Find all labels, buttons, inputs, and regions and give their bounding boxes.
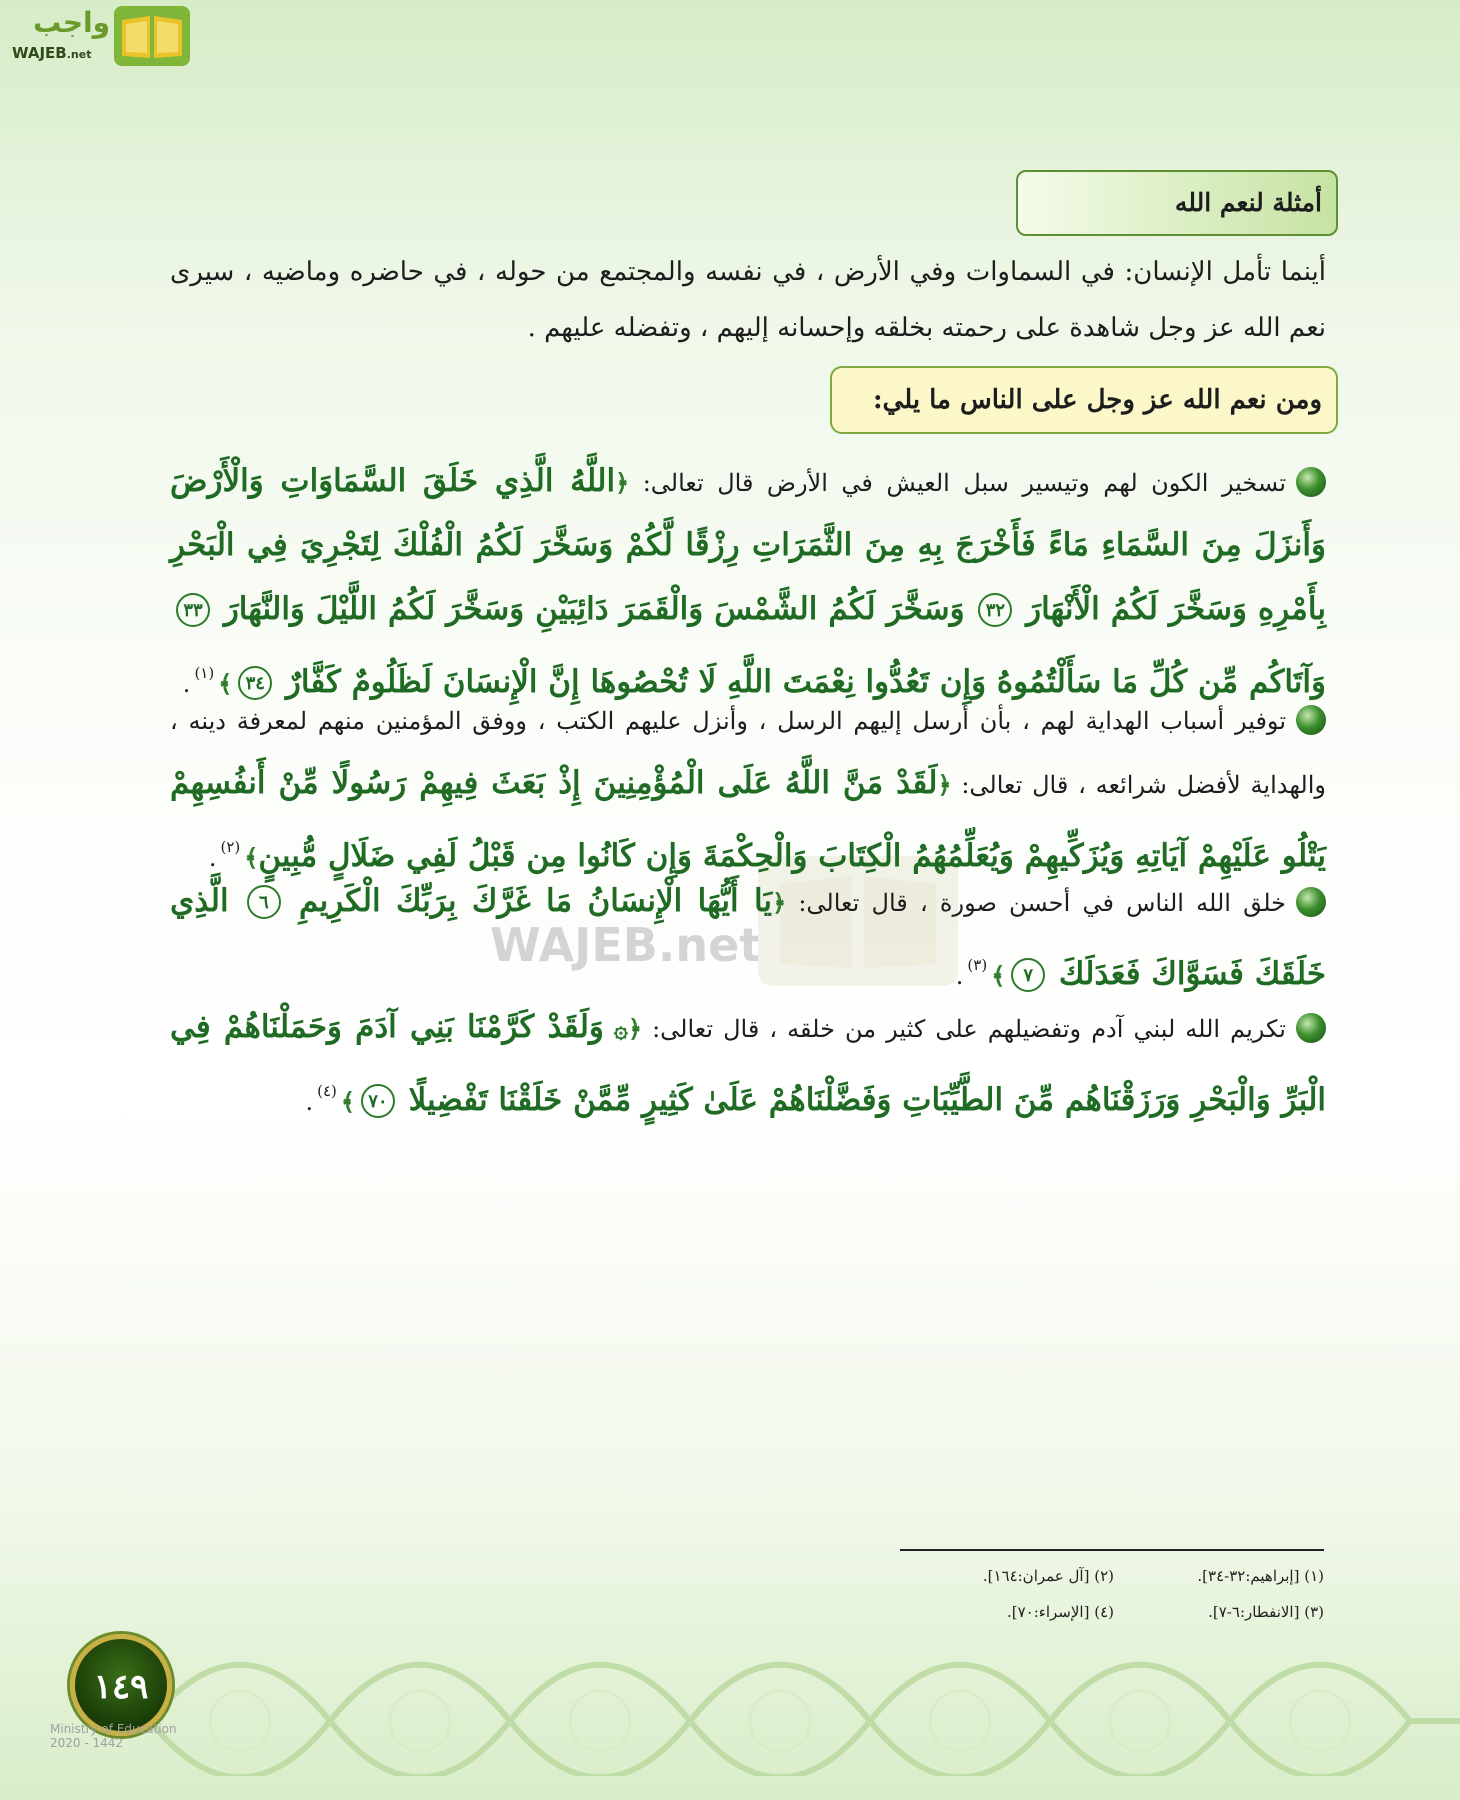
logo-arabic-text: واجب: [33, 6, 110, 39]
bullet-icon: [1296, 705, 1326, 735]
footnote: (٢) [آل عمران:١٦٤].: [982, 1567, 1114, 1585]
decorative-border: [150, 1626, 1460, 1776]
page-number-badge: [70, 1634, 172, 1736]
footnote-ref[interactable]: (٤): [317, 1082, 337, 1100]
footnote-ref[interactable]: (٣): [967, 956, 988, 974]
verse-number: ٣٢: [978, 593, 1012, 627]
wajeb-logo[interactable]: [10, 4, 190, 68]
footnote: (٤) [الإسراء:٧٠].: [1007, 1603, 1114, 1621]
list-item: توفير أسباب الهداية لهم ، بأن أرسل إليهم الرسل ، وأنزل عليهم الكتب ، ووفق المؤمنين منهم لمعرفة دينه ، والهداية لأفضل شرائعه ، قال تعالى: ﴿لَقَدْ مَنَّ اللَّهُ عَلَى الْمُؤْمِنِينَ إِذْ بَعَثَ فِيهِمْ رَسُولًا مِّنْ أَنفُسِهِمْ يَتْلُو عَلَيْهِمْ آيَاتِهِ وَيُزَكِّيهِمْ وَيُعَلِّمُهُمُ الْكِتَابَ وَالْحِكْمَةَ وَإِن كَانُوا مِن قَبْلُ لَفِي ضَلَالٍ مُّبِينٍ﴾$^{(٢)}$.: [170, 707, 1326, 874]
verse-number: ٧: [1011, 958, 1045, 992]
verse-number: ٣٤: [238, 666, 272, 700]
page-number: ١٤٩: [93, 1667, 149, 1707]
list-item: خلق الله الناس في أحسن صورة ، قال تعالى: ﴿يَا أَيُّهَا الْإِنسَانُ مَا غَرَّكَ بِرَبِّكَ الْكَرِيمِ ٦ الَّذِي خَلَقَكَ فَسَوَّاكَ فَعَدَلَكَ ٧﴾$^{(٣)}$.: [170, 883, 1326, 992]
quran-verse: وَلَقَدْ كَرَّمْنَا بَنِي آدَمَ وَحَمَلْنَاهُمْ فِي الْبَرِّ وَالْبَحْرِ وَرَزَقْنَاهُم مِّنَ الطَّيِّبَاتِ وَفَضَّلْنَاهُمْ عَلَىٰ كَثِيرٍ مِّمَّنْ خَلَقْنَا تَفْضِيلًا: [170, 1009, 1326, 1118]
list-item: تكريم الله لبني آدم وتفضيلهم على كثير من خلقه ، قال تعالى: ﴿۞ وَلَقَدْ كَرَّمْنَا بَنِي آدَمَ وَحَمَلْنَاهُمْ فِي الْبَرِّ وَالْبَحْرِ وَرَزَقْنَاهُم مِّنَ الطَّيِّبَاتِ وَفَضَّلْنَاهُمْ عَلَىٰ كَثِيرٍ مِّمَّنْ خَلَقْنَا تَفْضِيلًا ٧٠﴾$^{(٤)}$.: [170, 1009, 1326, 1118]
watermark-text: WAJEB.net: [490, 918, 762, 972]
section-title-box: [1016, 170, 1338, 236]
book-icon: [114, 6, 190, 66]
item-text: توفير أسباب الهداية لهم ، بأن أرسل إليهم الرسل ، وأنزل عليهم الكتب ، ووفق المؤمنين منهم لمعرفة دينه ، والهداية لأفضل شرائعه ، قال تعالى:: [170, 707, 1326, 799]
quran-verse: يَا أَيُّهَا الْإِنسَانُ مَا غَرَّكَ بِرَبِّكَ الْكَرِيمِ: [299, 883, 773, 919]
section-title: أمثلة لنعم الله: [1174, 188, 1322, 217]
verse-number: ٣٣: [176, 593, 210, 627]
verse-number: ٦: [247, 885, 281, 919]
footnote-ref[interactable]: (٢): [220, 838, 241, 856]
footnote: (١) [إبراهيم:٣٢-٣٤].: [1197, 1567, 1324, 1585]
quran-verse: لَقَدْ مَنَّ اللَّهُ عَلَى الْمُؤْمِنِينَ إِذْ بَعَثَ فِيهِمْ رَسُولًا مِّنْ أَنفُسِهِمْ يَتْلُو عَلَيْهِمْ آيَاتِهِ وَيُزَكِّيهِمْ وَيُعَلِّمُهُمُ الْكِتَابَ وَالْحِكْمَةَ وَإِن كَانُوا مِن قَبْلُ لَفِي ضَلَالٍ مُّبِينٍ: [170, 765, 1326, 874]
quran-verse: اللَّهُ الَّذِي خَلَقَ السَّمَاوَاتِ وَالْأَرْضَ وَأَنزَلَ مِنَ السَّمَاءِ مَاءً فَأَخْرَجَ بِهِ مِنَ الثَّمَرَاتِ رِزْقًا لَّكُمْ وَسَخَّرَ لَكُمُ الْفُلْكَ لِتَجْرِيَ فِي الْبَحْرِ بِأَمْرِهِ وَسَخَّرَ لَكُمُ الْأَنْهَارَ: [170, 463, 1326, 627]
logo-english-text: WAJEB.net: [12, 44, 92, 62]
bullet-icon: [1296, 467, 1326, 497]
quran-verse: وَسَخَّرَ لَكُمُ الشَّمْسَ وَالْقَمَرَ دَائِبَيْنِ وَسَخَّرَ لَكُمُ اللَّيْلَ وَالنَّهَارَ: [223, 591, 965, 627]
sajda-mark: ۞: [613, 1014, 628, 1043]
ministry-text: Ministry of Education 2020 - 1442: [50, 1722, 177, 1750]
footnote-divider: [900, 1549, 1324, 1551]
subheading: ومن نعم الله عز وجل على الناس ما يلي:: [872, 385, 1322, 415]
list-item: تسخير الكون لهم وتيسير سبل العيش في الأرض قال تعالى: ﴿اللَّهُ الَّذِي خَلَقَ السَّمَاوَاتِ وَالْأَرْضَ وَأَنزَلَ مِنَ السَّمَاءِ مَاءً فَأَخْرَجَ بِهِ مِنَ الثَّمَرَاتِ رِزْقًا لَّكُمْ وَسَخَّرَ لَكُمُ الْفُلْكَ لِتَجْرِيَ فِي الْبَحْرِ بِأَمْرِهِ وَسَخَّرَ لَكُمُ الْأَنْهَارَ ٣٢ وَسَخَّرَ لَكُمُ الشَّمْسَ وَالْقَمَرَ دَائِبَيْنِ وَسَخَّرَ لَكُمُ اللَّيْلَ وَالنَّهَارَ ٣٣ وَآتَاكُم مِّن كُلِّ مَا سَأَلْتُمُوهُ وَإِن تَعُدُّوا نِعْمَتَ اللَّهِ لَا تُحْصُوهَا إِنَّ الْإِنسَانَ لَظَلُومٌ كَفَّارٌ ٣٤﴾$^{(١)}$.: [170, 463, 1326, 700]
verse-number: ٧٠: [361, 1084, 395, 1118]
footnote: (٣) [الانفطار:٦-٧].: [1208, 1603, 1324, 1621]
bullet-icon: [1296, 887, 1326, 917]
quran-verse: الَّذِي خَلَقَكَ فَسَوَّاكَ فَعَدَلَكَ: [170, 883, 1326, 992]
bullet-icon: [1296, 1013, 1326, 1043]
subheading-box: [830, 366, 1338, 434]
quran-verse: وَآتَاكُم مِّن كُلِّ مَا سَأَلْتُمُوهُ وَإِن تَعُدُّوا نِعْمَتَ اللَّهِ لَا تُحْصُوهَا إِنَّ الْإِنسَانَ لَظَلُومٌ كَفَّارٌ: [285, 664, 1326, 700]
intro-paragraph: أينما تأمل الإنسان: في السماوات وفي الأرض ، في نفسه والمجتمع من حوله ، في حاضره وماضيه ، سيرى نعم الله عز وجل شاهدة على رحمته بخلقه وإحسانه إليهم ، وتفضله عليهم .: [170, 257, 1326, 343]
footnote-ref[interactable]: (١): [194, 664, 215, 682]
item-text: تسخير الكون لهم وتيسير سبل العيش في الأرض قال تعالى:: [642, 469, 1287, 497]
footnotes: [900, 1558, 1324, 1630]
item-text: تكريم الله لبني آدم وتفضيلهم على كثير من خلقه ، قال تعالى:: [652, 1015, 1286, 1043]
item-text: خلق الله الناس في أحسن صورة ، قال تعالى:: [798, 889, 1286, 917]
